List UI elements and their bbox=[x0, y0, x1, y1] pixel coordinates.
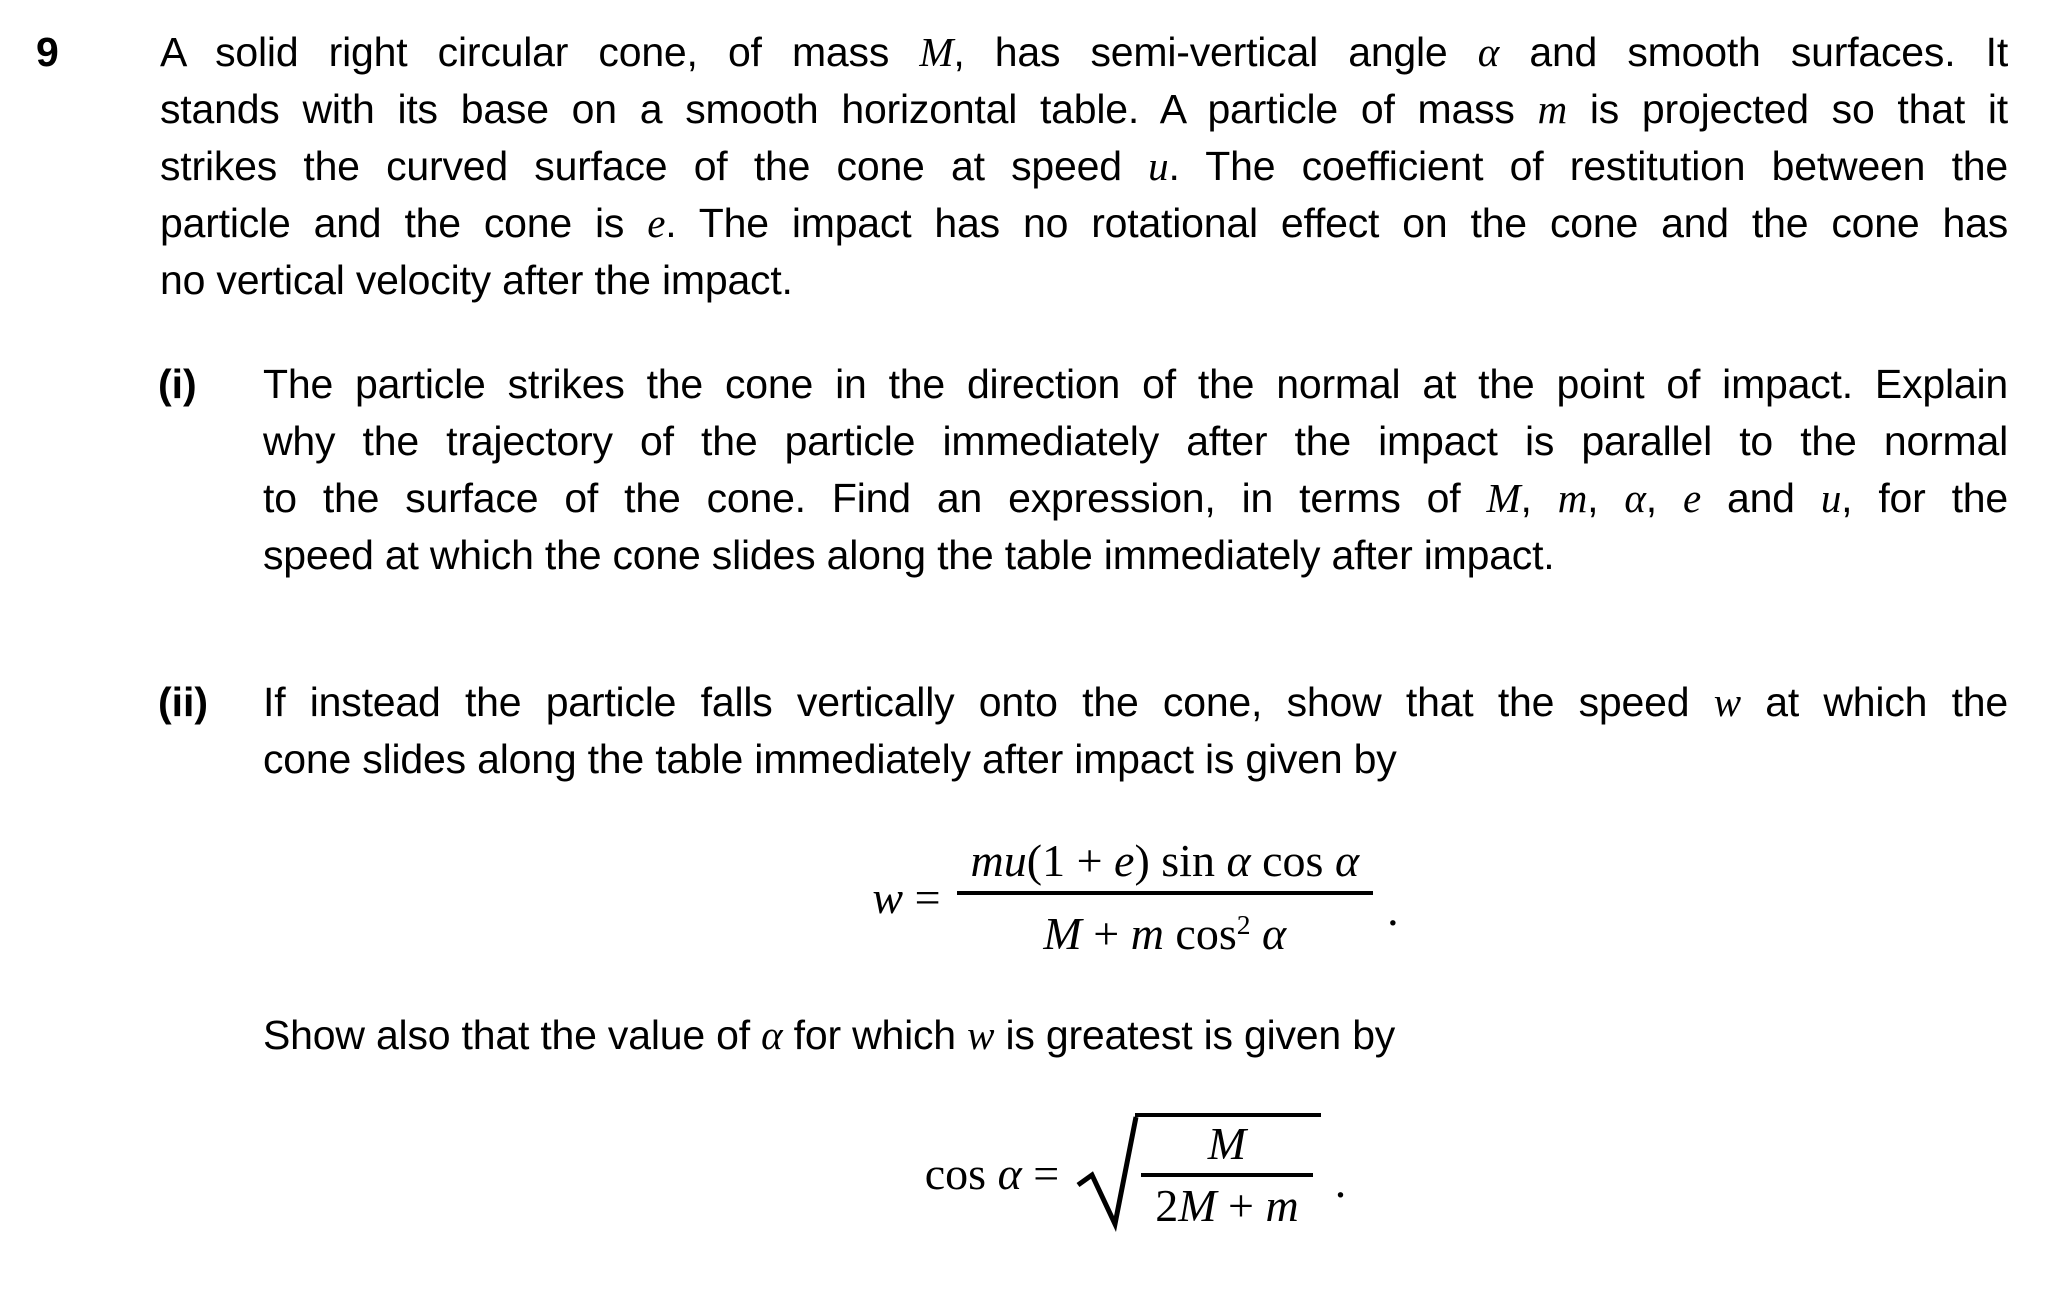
text-line: why the trajectory of the particle immediately after the impact is parallel to the normal bbox=[263, 418, 2008, 464]
fraction bbox=[1141, 1119, 1313, 1231]
fraction-numerator: mu(1 + e) sin α cos α bbox=[970, 835, 1360, 886]
text-line: stands with its base on a smooth horizontal table. A particle of mass m is projected so that it bbox=[160, 86, 2008, 132]
text-line: to the surface of the cone. Find an expression, in terms of M, m, α, e and u, for the bbox=[263, 475, 2008, 521]
text-line: speed at which the cone slides along the table immediately after impact. bbox=[263, 532, 1555, 578]
radical-symbol bbox=[1075, 1113, 1139, 1233]
formula-cos-lhs: cos α = bbox=[924, 1147, 1060, 1199]
formula-w-equation bbox=[263, 833, 2008, 962]
text-line: strikes the curved surface of the cone at speed u. The coefficient of restitution between the bbox=[160, 143, 2008, 189]
text-line: no vertical velocity after the impact. bbox=[160, 257, 793, 303]
text-line: particle and the cone is e. The impact has no rotational effect on the cone and the cone has bbox=[160, 200, 2008, 246]
text-line: The particle strikes the cone in the direction of the normal at the point of impact. Explain bbox=[263, 361, 2008, 407]
fraction-denominator: M + m $\cos^2 \alpha$ bbox=[957, 891, 1374, 962]
formula-w-lhs: w = bbox=[872, 872, 941, 924]
formula-period: . bbox=[1387, 884, 1399, 936]
formula-cos-alpha-equation bbox=[263, 1113, 2008, 1233]
part-ii-text bbox=[263, 674, 2008, 788]
fraction-numerator: M bbox=[1207, 1118, 1247, 1169]
question-intro bbox=[160, 24, 2008, 309]
fraction bbox=[957, 833, 1374, 962]
part-i-text bbox=[263, 356, 2008, 584]
text-line: Show also that the value of α for which w is greatest is given by bbox=[263, 1012, 1396, 1058]
text-line: A solid right circular cone, of mass M, has semi-vertical angle α and smooth surfaces. It bbox=[160, 29, 2008, 75]
fraction-denominator: 2M + m bbox=[1141, 1173, 1313, 1231]
part-i-label: (i) bbox=[158, 361, 197, 407]
text-line: If instead the particle falls vertically onto the cone, show that the speed w at which the bbox=[263, 679, 2008, 725]
question-number: 9 bbox=[36, 29, 59, 75]
part-ii-label: (ii) bbox=[158, 679, 209, 725]
text-line: cone slides along the table immediately after impact is given by bbox=[263, 736, 1397, 782]
radicand bbox=[1135, 1113, 1321, 1231]
formula-period: . bbox=[1334, 1155, 1347, 1207]
square-root bbox=[1075, 1113, 1321, 1233]
show-also-text bbox=[263, 1007, 2008, 1064]
